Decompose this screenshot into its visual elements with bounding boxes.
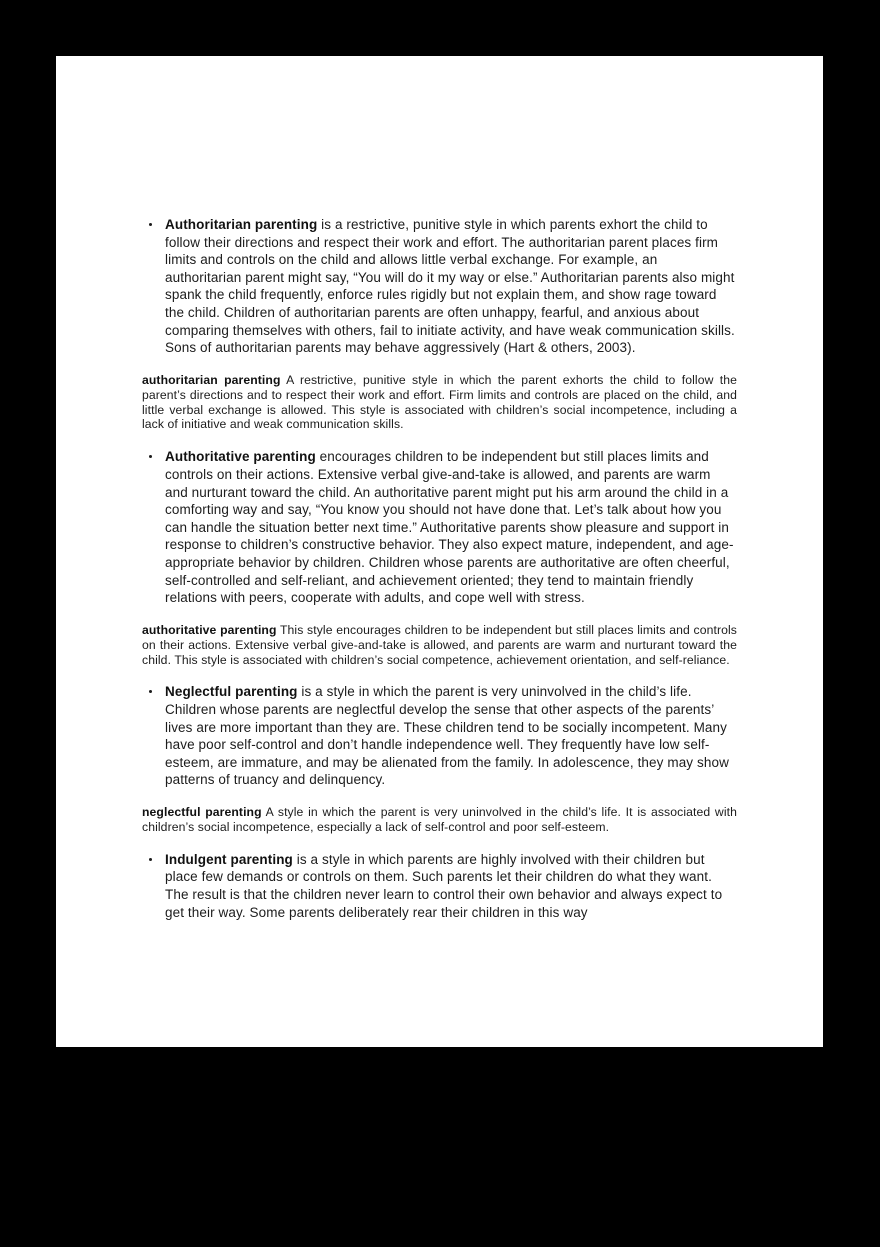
bullet-dot-icon	[149, 858, 152, 861]
bullet-body: is a restrictive, punitive style in which parents exhort the child to follow their directions and respect their work and effort. The authoritarian parent places firm limits and controls on the child and allows little verbal exchange. For example, an authoritarian parent might say, “You will do it my way or else.” Authoritarian parents also might spank the child frequently, enforce rules rigidly but not explain them, and show rage toward the child. Children of authoritarian parents are often unhappy, fearful, and anxious about comparing themselves with others, fail to initiate activity, and have weak communication skills. Sons of authoritarian parents may behave aggressively (Hart & others, 2003).	[165, 217, 735, 356]
bullet-paragraph	[165, 683, 737, 789]
bullet-body: is a style in which parents are highly involved with their children but place few demands or controls on them. Such parents let their children do what they want. The result is that the children never learn to control their own behavior and always expect to get their way. Some parents deliberately rear their children in this way	[165, 851, 723, 920]
bullet-item-indulgent	[142, 851, 737, 921]
bullet-paragraph	[165, 216, 737, 357]
bullet-dot-icon	[149, 223, 152, 226]
bullet-paragraph	[165, 851, 737, 921]
definition-body: A style in which the parent is very uninvolved in the child’s life. It is associated with children’s social incompetence, especially a lack of self-control and poor self-esteem.	[142, 805, 737, 834]
bullet-term: Authoritative parenting	[165, 449, 316, 465]
bullet-paragraph	[165, 448, 737, 606]
bullet-body: encourages children to be independent but still places limits and controls on their actions. Extensive verbal give-and-take is allowed, and parents are warm and nurturant toward the child. An authoritative parent might put his arm around the child in a comforting way and say, “You know you should not have done that. Let’s talk about how you can handle the situation better next time.” Authoritative parents show pleasure and support in response to children’s constructive behavior. They also expect mature, independent, and age-appropriate behavior by children. Children whose parents are authoritative are often cheerful, self-controlled and self-reliant, and achievement oriented; they tend to maintain friendly relations with peers, cooperate with adults, and cope well with stress.	[165, 449, 734, 606]
bullet-item-authoritative	[142, 448, 737, 606]
document-page	[56, 56, 823, 1047]
page-content	[56, 56, 823, 921]
definition-authoritative	[142, 623, 737, 668]
bullet-dot-icon	[149, 455, 152, 458]
bullet-term: Neglectful parenting	[165, 684, 298, 700]
definition-body: This style encourages children to be independent but still places limits and controls on their actions. Extensive verbal give-and-take is allowed, and parents are warm and nurturant toward the child. This style is associated with children’s social competence, achievement orientation, and self-reliance.	[142, 622, 737, 667]
bullet-item-neglectful	[142, 683, 737, 789]
definition-neglectful	[142, 805, 737, 835]
bullet-term: Authoritarian parenting	[165, 217, 318, 232]
definition-authoritarian	[142, 373, 737, 433]
definition-body: A restrictive, punitive style in which the parent exhorts the child to follow the parent’s directions and to respect their work and effort. Firm limits and controls are placed on the child, and little verbal exchange is allowed. This style is associated with children’s social incompetence, including a lack of initiative and weak communication skills.	[142, 372, 737, 432]
bullet-item-authoritarian	[142, 216, 737, 357]
definition-term: authoritative parenting	[142, 622, 277, 637]
definition-term: neglectful parenting	[142, 805, 262, 819]
bullet-term: Indulgent parenting	[165, 851, 293, 867]
bullet-body: is a style in which the parent is very uninvolved in the child’s life. Children whose parents are neglectful develop the sense that other aspects of the parents’ lives are more important than they are. These children tend to be socially incompetent. Many have poor self-control and don’t handle independence well. They frequently have low self-esteem, are immature, and may be alienated from the family. In adolescence, they may show patterns of truancy and delinquency.	[165, 684, 729, 788]
bullet-dot-icon	[149, 690, 152, 693]
definition-term: authoritarian parenting	[142, 372, 281, 387]
